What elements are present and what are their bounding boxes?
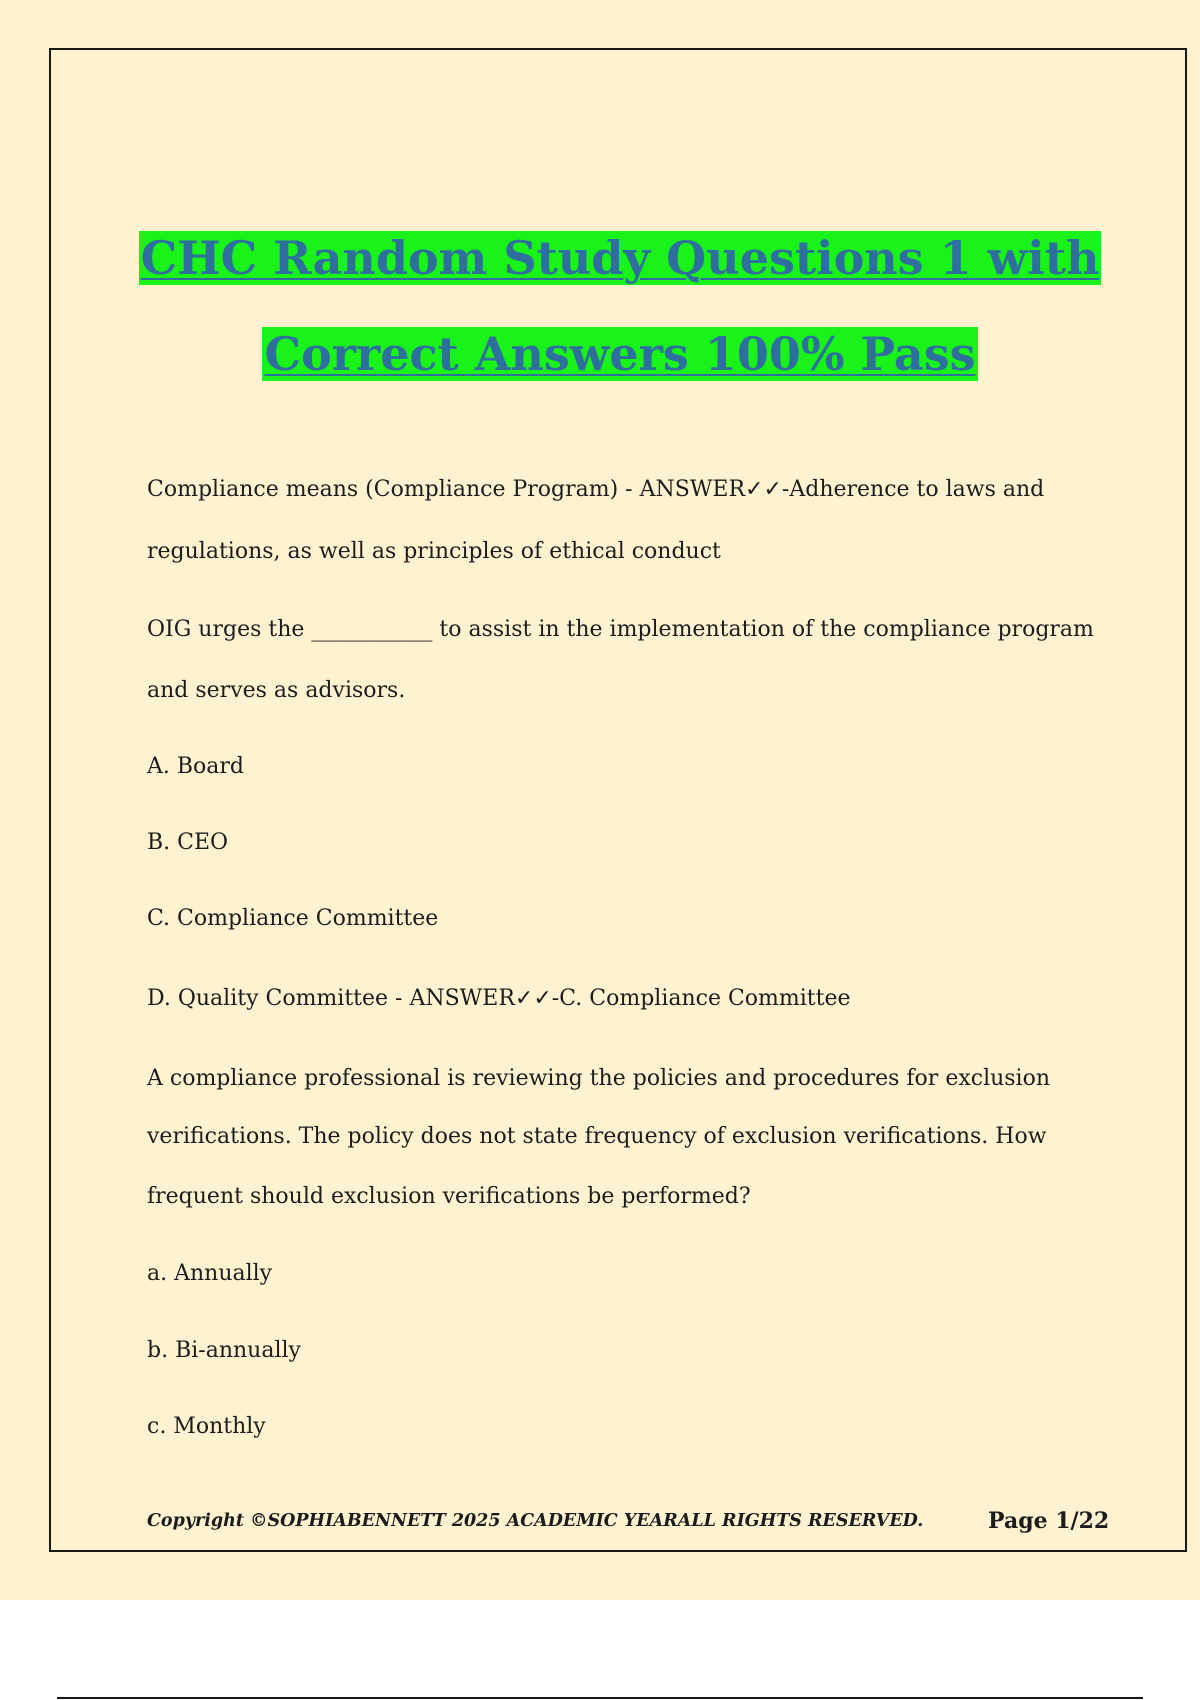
question-1-line-2: regulations, as well as principles of ethical conduct	[147, 539, 721, 564]
question-3-line-2: verifications. The policy does not state frequency of exclusion verifications. How	[147, 1124, 1047, 1149]
question-3-line-3: frequent should exclusion verifications be performed?	[147, 1184, 751, 1209]
title-line-2: Correct Answers 100% Pass	[264, 327, 976, 381]
question-3-line-1: A compliance professional is reviewing the policies and procedures for exclusion	[147, 1066, 1051, 1091]
option-a-lower: a. Annually	[147, 1261, 273, 1286]
option-a: A. Board	[147, 754, 245, 779]
document-page	[49, 48, 1187, 1552]
question-2-line-1: OIG urges the ___________ to assist in the implementation of the compliance program	[147, 617, 1094, 642]
option-c-lower: c. Monthly	[147, 1414, 266, 1439]
option-b-lower: b. Bi-annually	[147, 1338, 301, 1363]
footer-copyright: Copyright ©SOPHIABENNETT 2025 ACADEMIC YEARALL RIGHTS RESERVED.	[147, 1511, 924, 1531]
title-line-1: CHC Random Study Questions 1 with	[140, 231, 1100, 285]
option-b: B. CEO	[147, 830, 229, 855]
option-c: C. Compliance Committee	[147, 906, 439, 931]
document-title	[51, 210, 1189, 402]
page-number: Page 1/22	[988, 1508, 1110, 1534]
bottom-divider	[57, 1697, 1143, 1699]
option-d-answer: D. Quality Committee - ANSWER✓✓-C. Compliance Committee	[147, 986, 851, 1011]
question-1-line-1: Compliance means (Compliance Program) - ANSWER✓✓-Adherence to laws and	[147, 477, 1045, 502]
question-2-line-2: and serves as advisors.	[147, 678, 406, 703]
